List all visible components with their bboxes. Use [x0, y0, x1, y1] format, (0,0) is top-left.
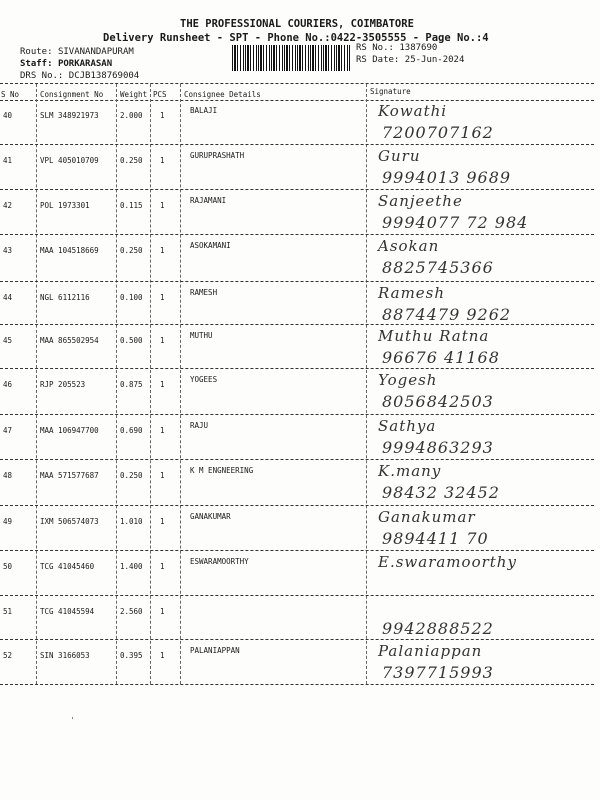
row-weight: 0.250 [120, 471, 143, 480]
drs-label: DRS No.: [20, 71, 64, 81]
rs-date-value: 25-Jun-2024 [404, 55, 465, 65]
row-weight: 1.400 [120, 562, 143, 571]
row-consignment: SIN 3166053 [40, 651, 90, 660]
row-sno: 47 [3, 426, 13, 435]
signature-name: Ramesh [378, 284, 446, 302]
row-consignment: SLM 348921973 [40, 111, 99, 120]
signature-phone: 8874479 9262 [382, 305, 512, 324]
row-weight: 1.010 [120, 517, 143, 526]
row-consignment: POL 1973301 [40, 201, 90, 210]
row-weight: 0.875 [120, 380, 143, 389]
row-weight: 0.500 [120, 336, 143, 345]
rs-no-label: RS No.: [356, 43, 394, 53]
row-divider [0, 550, 594, 551]
signature-phone: 9894411 70 [382, 529, 489, 548]
row-pcs: 1 [160, 336, 165, 345]
row-consignment: MAA 104518669 [40, 246, 99, 255]
row-divider [0, 595, 594, 596]
row-divider [0, 414, 594, 415]
row-pcs: 1 [160, 471, 165, 480]
signature-phone: 7397715993 [382, 663, 494, 682]
row-weight: 0.250 [120, 156, 143, 165]
row-consignee: PALANIAPPAN [190, 646, 240, 655]
row-pcs: 1 [160, 380, 165, 389]
staff-label: Staff: [20, 59, 53, 69]
table-top-rule [0, 83, 594, 84]
barcode [232, 45, 350, 71]
row-sno: 49 [3, 517, 13, 526]
row-consignment: TCG 41045594 [40, 607, 95, 616]
signature-name: Yogesh [378, 371, 438, 389]
row-sno: 41 [3, 156, 13, 165]
row-sno: 46 [3, 380, 13, 389]
row-sno: 45 [3, 336, 13, 345]
row-consignee: BALAJI [190, 106, 218, 115]
stray-mark: ' [70, 716, 75, 725]
row-consignee: YOGEES [190, 375, 218, 384]
row-consignee: GURUPRASHATH [190, 151, 245, 160]
row-sno: 48 [3, 471, 13, 480]
row-pcs: 1 [160, 293, 165, 302]
row-divider [0, 459, 594, 460]
signature-name: Ganakumar [378, 508, 476, 526]
route-value: SIVANANDAPURAM [57, 47, 134, 57]
row-sno: 52 [3, 651, 13, 660]
staff-line [20, 59, 112, 69]
row-sno: 42 [3, 201, 13, 210]
row-divider [0, 639, 594, 640]
row-divider [0, 144, 594, 145]
row-pcs: 1 [160, 517, 165, 526]
row-pcs: 1 [160, 246, 165, 255]
col-consignment: Consignment No [40, 90, 104, 99]
row-pcs: 1 [160, 111, 165, 120]
runsheet-title: THE PROFESSIONAL COURIERS, COIMBATORE [180, 18, 414, 30]
signature-name: Palaniappan [378, 642, 483, 660]
signature-name: Kowathi [378, 102, 448, 120]
col-sno: S No [1, 90, 20, 99]
row-sno: 40 [3, 111, 13, 120]
row-weight: 0.395 [120, 651, 143, 660]
row-sno: 51 [3, 607, 13, 616]
signature-phone: 8056842503 [382, 392, 494, 411]
row-consignee: RAJU [190, 421, 209, 430]
runsheet-subtitle: Delivery Runsheet - SPT - Phone No.:0422-3505555 - Page No.:4 [103, 32, 489, 44]
row-sno: 50 [3, 562, 13, 571]
row-consignee: MUTHU [190, 331, 213, 340]
row-consignment: RJP 205523 [40, 380, 86, 389]
row-pcs: 1 [160, 156, 165, 165]
row-divider [0, 505, 594, 506]
row-consignment: MAA 571577687 [40, 471, 99, 480]
row-divider [0, 281, 594, 282]
route-line [20, 47, 134, 57]
signature-phone: 96676 41168 [382, 348, 500, 367]
signature-name: E.swaramoorthy [378, 553, 517, 571]
row-consignment: MAA 865502954 [40, 336, 99, 345]
col-consignee: Consignee Details [184, 90, 261, 99]
row-pcs: 1 [160, 562, 165, 571]
row-weight: 0.250 [120, 246, 143, 255]
row-weight: 2.560 [120, 607, 143, 616]
table-header-rule [0, 100, 594, 101]
row-consignee: ESWARAMOORTHY [190, 557, 249, 566]
signature-name: K.many [378, 462, 442, 480]
row-pcs: 1 [160, 426, 165, 435]
row-divider [0, 234, 594, 235]
signature-phone: 9942888522 [382, 619, 494, 638]
signature-phone: 9994077 72 984 [382, 213, 529, 232]
row-weight: 2.000 [120, 111, 143, 120]
rs-date-line [356, 55, 464, 65]
route-label: Route: [20, 47, 53, 57]
row-weight: 0.115 [120, 201, 143, 210]
row-consignment: IXM 506574073 [40, 517, 99, 526]
row-consignment: NGL 6112116 [40, 293, 90, 302]
staff-value: PORKARASAN [57, 59, 113, 69]
signature-phone: 8825745366 [382, 258, 494, 277]
col-weight: Weight [120, 90, 148, 99]
row-consignee: K M ENGNEERING [190, 466, 254, 475]
row-consignment: VPL 405010709 [40, 156, 99, 165]
signature-phone: 7200707162 [382, 123, 494, 142]
row-sno: 43 [3, 246, 13, 255]
signature-name: Sanjeethe [378, 192, 463, 210]
col-pcs: PCS [153, 90, 167, 99]
row-divider [0, 368, 594, 369]
signature-phone: 9994013 9689 [382, 168, 512, 187]
drs-value: DCJB138769004 [68, 71, 140, 81]
rs-no-value: 1387690 [399, 43, 438, 53]
drs-line [20, 71, 139, 81]
row-consignment: MAA 106947700 [40, 426, 99, 435]
row-consignee: RAMESH [190, 288, 218, 297]
row-consignee: ASOKAMANI [190, 241, 231, 250]
signature-name: Guru [378, 147, 421, 165]
row-pcs: 1 [160, 651, 165, 660]
rs-no-line [356, 43, 437, 53]
rs-date-label: RS Date: [356, 55, 400, 65]
row-consignment: TCG 41045460 [40, 562, 95, 571]
row-sno: 44 [3, 293, 13, 302]
row-divider [0, 324, 594, 325]
row-pcs: 1 [160, 201, 165, 210]
row-weight: 0.100 [120, 293, 143, 302]
signature-name: Muthu Ratna [378, 327, 490, 345]
row-divider [0, 684, 594, 685]
signature-name: Asokan [378, 237, 440, 255]
row-divider [0, 189, 594, 190]
row-weight: 0.690 [120, 426, 143, 435]
row-pcs: 1 [160, 607, 165, 616]
row-consignee: GANAKUMAR [190, 512, 231, 521]
signature-phone: 9994863293 [382, 438, 494, 457]
signature-name: Sathya [378, 417, 437, 435]
signature-phone: 98432 32452 [382, 483, 500, 502]
row-consignee: RAJAMANI [190, 196, 227, 205]
col-signature: Signature [370, 87, 411, 96]
